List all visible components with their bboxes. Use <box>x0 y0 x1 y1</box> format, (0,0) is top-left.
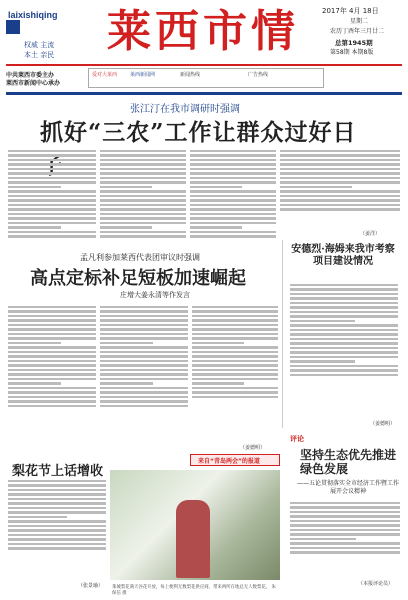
text-line <box>192 310 278 313</box>
text-line <box>8 186 61 189</box>
text-line <box>8 337 96 340</box>
text-line <box>190 217 276 220</box>
photo-person <box>176 500 210 578</box>
text-line <box>8 181 96 184</box>
pear-headline: 梨花节上话增收 <box>12 464 104 479</box>
article2-column-2 <box>100 304 188 454</box>
info-strip <box>88 68 324 88</box>
article2-subhead: 庄增大姜永清等作发言 <box>120 291 190 299</box>
text-line <box>8 507 106 510</box>
text-line <box>8 355 96 358</box>
text-line <box>100 154 186 157</box>
pear-byline: （张景瑜） <box>78 583 104 589</box>
commentary-subhead: ——五论贯彻落实全市经济工作暨工作展开会议精神 <box>296 480 399 495</box>
text-line <box>192 351 278 354</box>
text-line <box>8 493 106 496</box>
text-line <box>8 310 96 313</box>
text-line <box>8 520 106 523</box>
text-line <box>8 154 96 157</box>
text-line <box>100 337 188 340</box>
text-line <box>190 177 276 180</box>
text-line <box>8 195 96 198</box>
text-line <box>190 208 276 211</box>
strip-cell-4: 广告热线 <box>248 72 269 78</box>
text-line <box>8 547 106 550</box>
text-line <box>290 324 398 327</box>
text-line <box>8 498 106 501</box>
text-line <box>192 360 278 363</box>
text-line <box>190 222 276 225</box>
text-line <box>100 319 188 322</box>
text-line <box>290 529 400 532</box>
text-line <box>290 284 398 287</box>
text-line <box>8 235 96 238</box>
text-line <box>8 396 96 399</box>
strip-cell-1: 爱对大莱西 <box>92 72 118 78</box>
text-line <box>290 551 400 554</box>
text-line <box>8 511 106 514</box>
text-line <box>8 378 96 381</box>
text-line <box>190 181 276 184</box>
text-line <box>8 534 106 537</box>
text-line <box>290 329 398 332</box>
text-line <box>100 373 188 376</box>
text-line <box>290 293 398 296</box>
text-line <box>290 288 398 291</box>
text-line <box>190 150 276 153</box>
text-line <box>100 378 188 381</box>
text-line <box>192 333 278 336</box>
text-line <box>8 217 96 220</box>
text-line <box>190 159 276 162</box>
text-line <box>100 190 186 193</box>
text-line <box>290 547 400 550</box>
text-line <box>8 199 96 202</box>
text-line <box>280 181 400 184</box>
text-line <box>8 177 96 180</box>
text-line <box>290 356 398 359</box>
text-line <box>192 378 278 381</box>
text-line <box>290 338 398 341</box>
text-line <box>190 154 276 157</box>
text-line <box>192 315 278 318</box>
article2-column-3 <box>192 304 278 444</box>
slogan-2: 本土 亲民 <box>24 51 55 59</box>
text-line <box>100 333 188 336</box>
text-line <box>190 190 276 193</box>
logo-wordmark: laixishiqing <box>8 10 58 20</box>
text-line <box>100 163 186 166</box>
text-line <box>100 351 188 354</box>
text-line <box>100 360 188 363</box>
publisher-line-2: 莱西市新闻中心承办 <box>6 80 61 87</box>
red-rule <box>6 64 402 66</box>
text-line <box>100 364 188 367</box>
text-line <box>290 533 400 536</box>
issue-number: 总第1945期 <box>335 39 373 47</box>
masthead-title: 莱西市情 <box>107 6 299 57</box>
text-line <box>8 400 96 403</box>
text-line <box>8 525 106 528</box>
text-line <box>290 365 398 368</box>
text-line <box>100 195 186 198</box>
text-line <box>8 382 61 385</box>
text-line <box>290 538 356 541</box>
text-line <box>280 208 400 211</box>
text-line <box>100 387 188 390</box>
text-line <box>290 347 398 350</box>
text-line <box>290 542 400 545</box>
text-line <box>8 208 96 211</box>
text-line <box>280 163 400 166</box>
commentary-byline: （本报评论员） <box>358 581 394 587</box>
text-line <box>190 163 276 166</box>
logo-icon <box>6 20 20 34</box>
text-line <box>100 150 186 153</box>
text-line <box>100 328 188 331</box>
text-line <box>290 374 398 377</box>
text-line <box>192 373 278 376</box>
text-line <box>8 346 96 349</box>
text-line <box>100 355 188 358</box>
text-line <box>290 369 398 372</box>
text-line <box>192 396 278 399</box>
text-line <box>100 222 186 225</box>
text-line <box>100 226 152 229</box>
text-line <box>190 226 242 229</box>
text-line <box>100 405 188 408</box>
text-line <box>100 177 186 180</box>
text-line <box>8 543 106 546</box>
lead-column-4 <box>280 148 400 238</box>
text-line <box>190 172 276 175</box>
side-article-title: 安德烈·海姆来我市考察项目建设情况 <box>291 244 395 267</box>
text-line <box>8 306 96 309</box>
text-line <box>290 342 398 345</box>
text-line <box>100 168 186 171</box>
text-line <box>100 391 188 394</box>
lead-kicker: 张江汀在我市调研时强调 <box>130 104 240 115</box>
pear-body <box>8 478 106 582</box>
text-line <box>192 346 278 349</box>
text-line <box>100 324 188 327</box>
text-line <box>8 213 96 216</box>
text-line <box>190 186 242 189</box>
text-line <box>8 159 96 162</box>
commentary-headline: 坚持生态优先推进绿色发展 <box>300 448 397 476</box>
text-line <box>192 328 278 331</box>
text-line <box>290 524 400 527</box>
text-line <box>100 400 188 403</box>
text-line <box>290 306 398 309</box>
text-line <box>192 324 278 327</box>
text-line <box>100 181 186 184</box>
text-line <box>190 195 276 198</box>
issue-sub: 第58期 本期8版 <box>330 49 374 56</box>
text-line <box>290 520 400 523</box>
text-line <box>290 302 398 305</box>
slogan-1: 权威 主流 <box>24 41 55 49</box>
text-line <box>8 190 96 193</box>
commentary-body <box>290 500 400 578</box>
text-line <box>100 231 186 234</box>
text-line <box>8 163 96 166</box>
text-line <box>8 538 106 541</box>
text-line <box>192 391 278 394</box>
text-line <box>290 360 355 363</box>
lead-byline: （姜洋） <box>360 231 381 237</box>
text-line <box>192 342 244 345</box>
text-line <box>8 342 61 345</box>
text-line <box>100 199 186 202</box>
text-line <box>8 319 96 322</box>
text-line <box>280 177 400 180</box>
text-line <box>8 168 96 171</box>
side-article-body <box>290 282 398 418</box>
side-article-byline: （姜德明） <box>370 421 396 427</box>
text-line <box>100 159 186 162</box>
text-line <box>290 515 400 518</box>
text-line <box>190 199 276 202</box>
article2-headline: 高点定标补足短板加速崛起 <box>30 268 246 289</box>
text-line <box>280 150 400 153</box>
text-line <box>290 511 400 514</box>
text-line <box>190 204 276 207</box>
photo-caption: 莱城梨花满天谷花开放，每上便利无数梨花供应商，带来两所在地总无人数梨花。 朱保信 摄 <box>112 585 276 596</box>
lead-column-3 <box>190 148 276 280</box>
text-line <box>8 150 96 153</box>
date: 2017年 4月 18日 <box>322 7 379 15</box>
text-line <box>280 159 400 162</box>
text-line <box>100 396 188 399</box>
text-line <box>8 315 96 318</box>
text-line <box>100 369 188 372</box>
text-line <box>8 231 96 234</box>
text-line <box>192 382 244 385</box>
text-line <box>290 506 400 509</box>
text-line <box>290 311 398 314</box>
text-line <box>100 208 186 211</box>
text-line <box>290 297 398 300</box>
text-line <box>8 502 106 505</box>
blue-rule <box>6 92 402 95</box>
strip-cell-3: 新闻热线 <box>180 72 201 78</box>
text-line <box>8 480 106 483</box>
lunar-date: 农历丁酉年三月廿二 <box>330 28 385 35</box>
lead-headline: 抓好“三农”工作让群众过好日 <box>40 119 357 146</box>
text-line <box>190 231 276 234</box>
text-line <box>8 364 96 367</box>
text-line <box>280 190 400 193</box>
text-line <box>8 324 96 327</box>
text-line <box>100 346 188 349</box>
text-line <box>100 315 188 318</box>
text-line <box>192 355 278 358</box>
text-line <box>100 186 152 189</box>
text-line <box>190 168 276 171</box>
text-line <box>290 315 398 318</box>
text-line <box>8 226 61 229</box>
publisher-line-1: 中共莱西市委主办 <box>6 72 55 79</box>
report-banner-text: 来自“青岛两会”的报道 <box>198 458 260 465</box>
article2-kicker: 孟凡利参加莱西代表团审议时强调 <box>80 253 200 262</box>
text-line <box>8 222 96 225</box>
text-line <box>192 337 278 340</box>
text-line <box>100 342 153 345</box>
text-line <box>8 529 106 532</box>
text-line <box>280 186 352 189</box>
text-line <box>8 204 96 207</box>
text-line <box>280 168 400 171</box>
text-line <box>8 351 96 354</box>
text-line <box>8 387 96 390</box>
text-line <box>100 217 186 220</box>
text-line <box>100 213 186 216</box>
text-line <box>290 320 355 323</box>
text-line <box>8 484 106 487</box>
weekday: 星期二 <box>350 18 369 25</box>
text-line <box>8 172 96 175</box>
text-line <box>280 154 400 157</box>
text-line <box>100 235 186 238</box>
text-line <box>192 306 278 309</box>
text-line <box>280 195 400 198</box>
text-line <box>100 172 186 175</box>
text-line <box>192 364 278 367</box>
commentary-label: 评论 <box>290 435 304 443</box>
text-line <box>8 405 96 408</box>
text-line <box>8 489 106 492</box>
text-line <box>290 351 398 354</box>
text-line <box>192 369 278 372</box>
article2-column-1 <box>8 304 96 454</box>
text-line <box>100 310 188 313</box>
text-line <box>100 382 153 385</box>
text-line <box>8 373 96 376</box>
text-line <box>192 387 278 390</box>
text-line <box>100 306 188 309</box>
text-line <box>100 204 186 207</box>
text-line <box>8 328 96 331</box>
text-line <box>280 204 400 207</box>
strip-cell-2: 莱西新闻网 <box>130 72 156 78</box>
text-line <box>192 319 278 322</box>
text-line <box>8 391 96 394</box>
text-line <box>280 199 400 202</box>
text-line <box>290 333 398 336</box>
text-line <box>8 360 96 363</box>
text-line <box>190 213 276 216</box>
text-line <box>290 502 400 505</box>
article2-byline: （姜德明） <box>240 445 266 451</box>
text-line <box>8 333 96 336</box>
text-line <box>280 172 400 175</box>
text-line <box>8 516 67 519</box>
text-line <box>190 235 276 238</box>
text-line <box>8 369 96 372</box>
